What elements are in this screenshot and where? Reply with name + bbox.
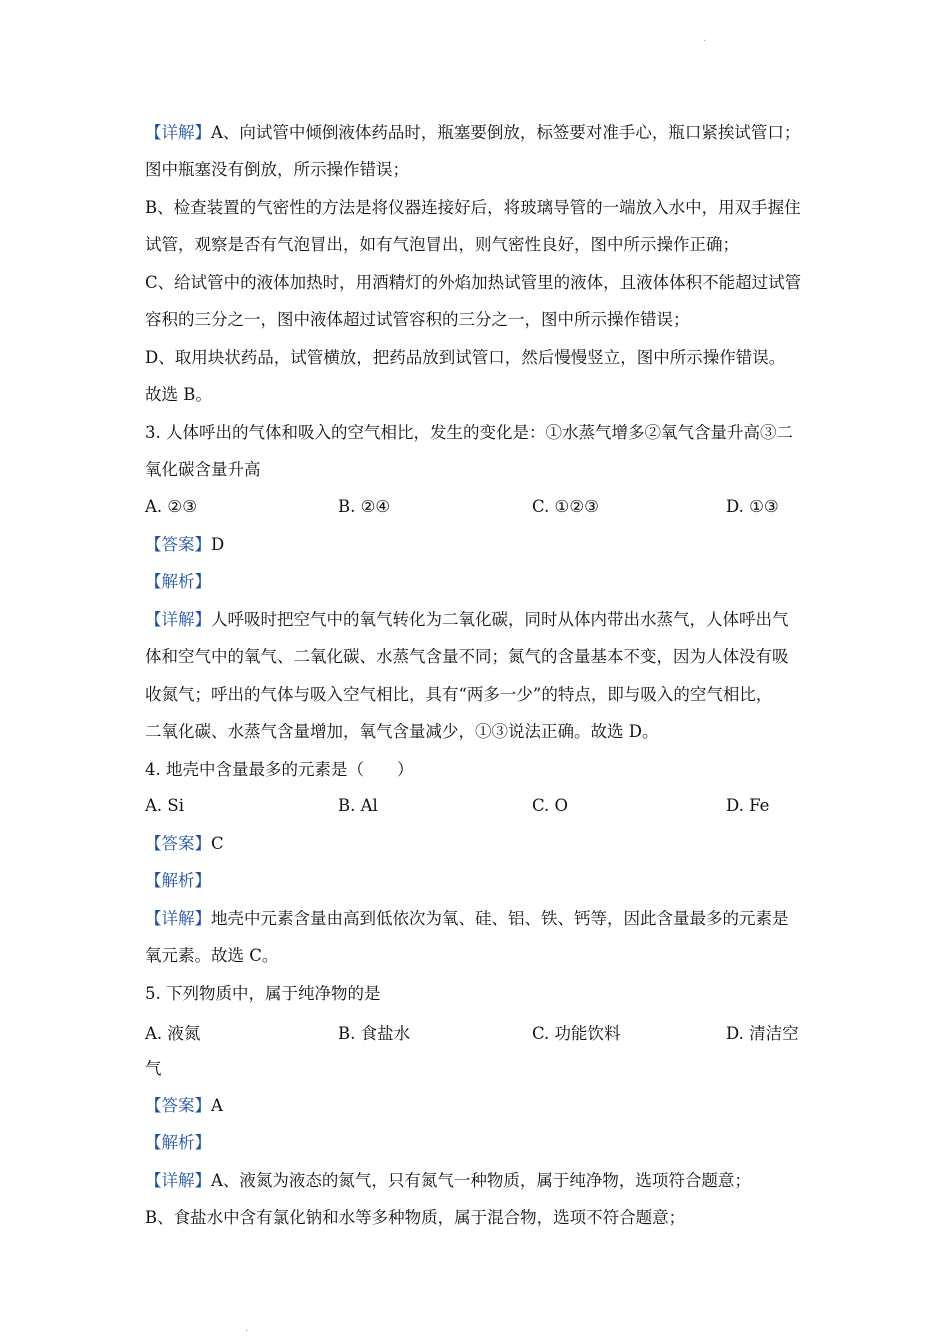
q5-detail-line-2: B、食盐水中含有氯化钠和水等多种物质，属于混合物，选项不符合题意； xyxy=(145,1208,686,1227)
q3-detail-line-2: 体和空气中的氧气、二氧化碳、水蒸气含量不同；氮气的含量基本不变，因为人体没有吸 xyxy=(145,647,789,666)
q5-stem: 5. 下列物质中，属于纯净物的是 xyxy=(145,984,381,1003)
detail-text: A、向试管中倾倒液体药品时，瓶塞要倒放，标签要对准手心，瓶口紧挨试管口； xyxy=(211,123,801,142)
q3-detail-line-3: 收氮气；呼出的气体与吸入空气相比，具有“两多一少”的特点，即与吸入的空气相比， xyxy=(145,685,773,704)
option-d: D. ①③ xyxy=(726,497,779,516)
option-d: D. 清洁空 xyxy=(726,1024,799,1043)
option-a: A. Si xyxy=(145,796,184,815)
option-c: C. ①②③ xyxy=(532,497,599,516)
q3-stem-line-1: 3. 人体呼出的气体和吸入的空气相比，发生的变化是：①水蒸气增多②氧气含量升高③二 xyxy=(145,423,793,442)
q3-analysis xyxy=(145,571,825,593)
q2-detail-line-1 xyxy=(145,122,825,144)
option-c: C. 功能饮料 xyxy=(532,1024,621,1043)
detail-tag: 【详解】 xyxy=(145,1171,211,1190)
top-mark: · xyxy=(703,36,707,47)
option-a: A. ②③ xyxy=(145,497,197,516)
detail-text: 人呼吸时把空气中的氧气转化为二氧化碳，同时从体内带出水蒸气，人体呼出气 xyxy=(211,610,789,629)
q5-detail-line-1 xyxy=(145,1170,825,1192)
q4-options xyxy=(145,796,825,818)
q2-detail-line-2: 图中瓶塞没有倒放，所示操作错误； xyxy=(145,160,409,179)
analysis-tag: 【解析】 xyxy=(145,572,211,591)
q3-stem-line-2: 氧化碳含量升高 xyxy=(145,460,261,479)
answer-tag: 【答案】 xyxy=(145,834,211,853)
answer-tag: 【答案】 xyxy=(145,535,211,554)
q3-options xyxy=(145,497,825,519)
q4-detail-line-2: 氧元素。故选 C。 xyxy=(145,946,279,965)
q4-analysis xyxy=(145,870,825,892)
detail-text: 地壳中元素含量由高到低依次为氧、硅、铝、铁、钙等，因此含量最多的元素是 xyxy=(211,909,789,928)
q3-detail-line-1 xyxy=(145,609,825,631)
q5-options xyxy=(145,1020,825,1042)
option-c: C. O xyxy=(532,796,569,815)
option-b: B. 食盐水 xyxy=(338,1024,411,1043)
q2-detail-line-4: 试管，观察是否有气泡冒出，如有气泡冒出，则气密性良好，图中所示操作正确； xyxy=(145,235,739,254)
q2-conclusion: 故选 B。 xyxy=(145,385,212,404)
q5-option-d-continued: 气 xyxy=(145,1059,162,1078)
analysis-tag: 【解析】 xyxy=(145,871,211,890)
q3-detail-line-4: 二氧化碳、水蒸气含量增加，氧气含量减少，①③说法正确。故选 D。 xyxy=(145,722,659,741)
answer-value: D xyxy=(211,535,225,554)
option-b: B. ②④ xyxy=(338,497,391,516)
q5-answer xyxy=(145,1095,825,1117)
detail-tag: 【详解】 xyxy=(145,610,211,629)
option-b: B. Al xyxy=(338,796,378,815)
detail-text: A、液氮为液态的氮气，只有氮气一种物质，属于纯净物，选项符合题意； xyxy=(211,1171,751,1190)
detail-tag: 【详解】 xyxy=(145,909,211,928)
answer-value: A xyxy=(211,1096,223,1115)
analysis-tag: 【解析】 xyxy=(145,1133,211,1152)
q3-answer xyxy=(145,534,825,556)
detail-tag: 【详解】 xyxy=(145,123,211,142)
q2-detail-line-5: C、给试管中的液体加热时，用酒精灯的外焰加热试管里的液体，且液体体积不能超过试管 xyxy=(145,273,802,292)
q2-detail-line-6: 容积的三分之一，图中液体超过试管容积的三分之一，图中所示操作错误； xyxy=(145,310,690,329)
answer-tag: 【答案】 xyxy=(145,1096,211,1115)
option-a: A. 液氮 xyxy=(145,1024,201,1043)
answer-value: C xyxy=(211,834,224,853)
q5-analysis xyxy=(145,1132,825,1154)
q4-stem: 4. 地壳中含量最多的元素是（ ） xyxy=(145,760,414,779)
q2-detail-line-3: B、检查装置的气密性的方法是将仪器连接好后，将玻璃导管的一端放入水中，用双手握住 xyxy=(145,198,801,217)
option-d: D. Fe xyxy=(726,796,770,815)
bottom-mark: · xyxy=(245,1326,249,1337)
q4-answer xyxy=(145,833,825,855)
q2-detail-line-7: D、取用块状药品，试管横放，把药品放到试管口，然后慢慢竖立，图中所示操作错误。 xyxy=(145,348,786,367)
q4-detail-line-1 xyxy=(145,908,825,930)
